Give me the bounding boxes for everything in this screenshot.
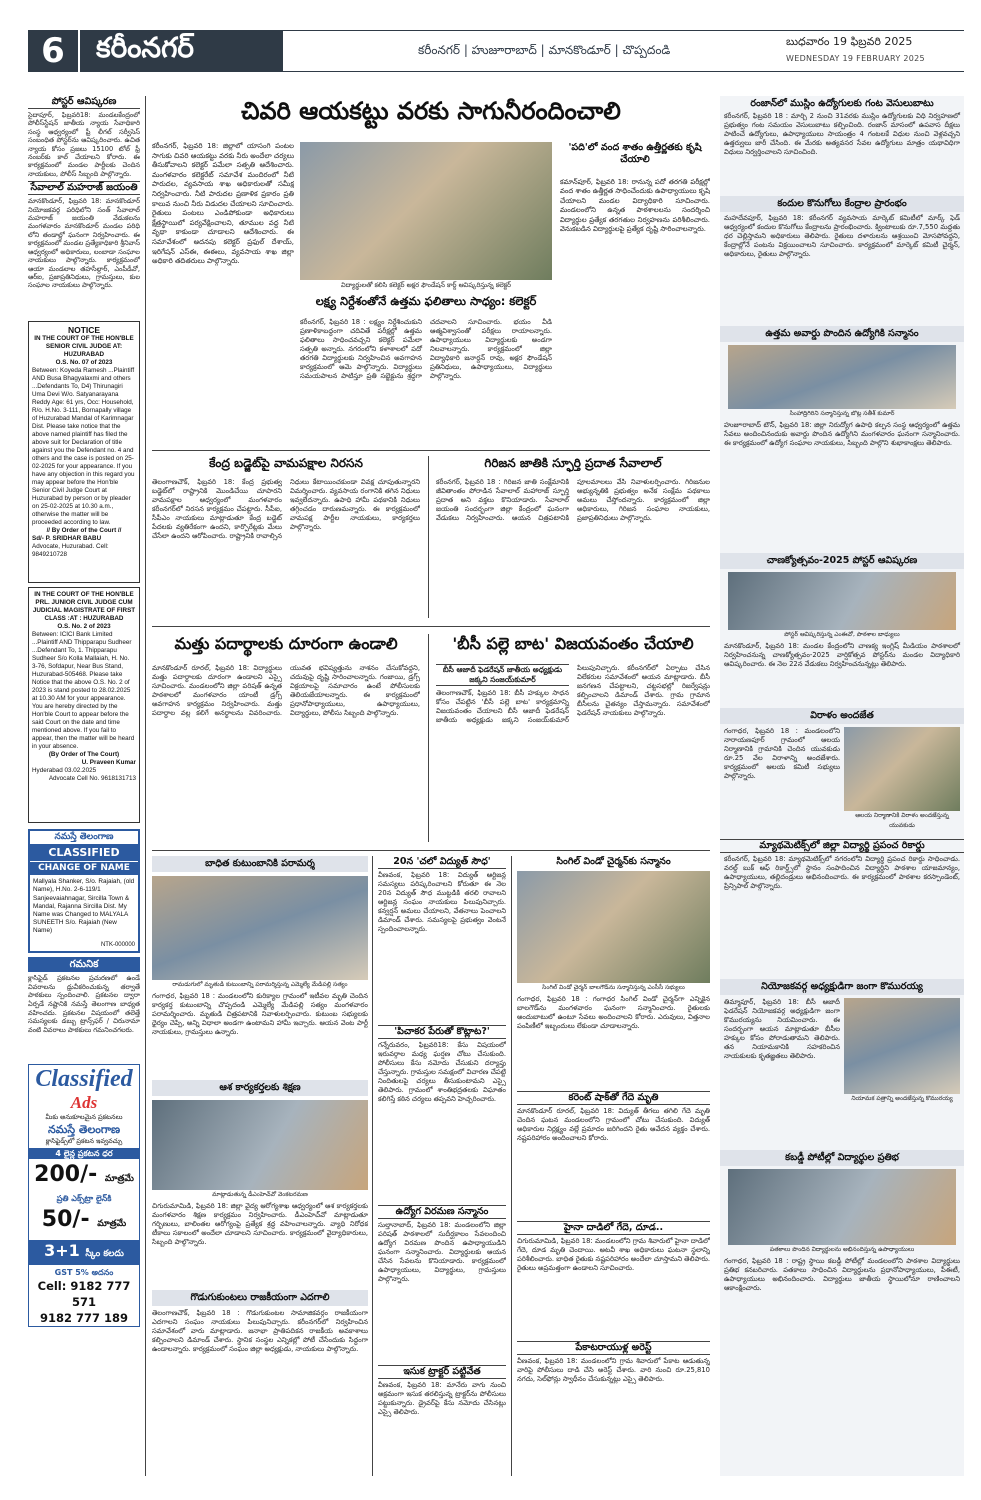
lower-divider-2 (511, 856, 512, 1476)
rc8-body: గంగాధర, ఫిబ్రవరి 18 : రాష్ట్ర స్థాయి కబడ్డీ పోటీల్లో మండలంలోని పాఠశాల విద్యార్థులు ప్రతిభ కనబరిచారు. పతకాలు సాధించిన విద్యార్థులను ప్రధానోపాధ్యాయులు, పీఈటీ, ఉపాధ్యాయులు అభినందించారు. విద్యార్థులు జాతీయ స్థాయిలోనూ రాణించాలని ఆకాంక్షించారు. (724, 1257, 960, 1292)
classified-brand: నమస్తే తెలంగాణ (30, 831, 138, 845)
r4-headline: పేకాటరాయుళ్ల అరెస్ట్ (517, 1341, 710, 1355)
rc7-row (720, 995, 964, 1148)
masthead (28, 30, 964, 72)
ad-offer (29, 1240, 139, 1265)
notice2-advocate: Advocate Cell No. 9618131713 (48, 775, 136, 783)
notice-sign: Sd/- P. SRIDHAR BABU (32, 535, 102, 543)
rc5-caption: ఆలయ నిర్మాణానికి విరాళం అందజేస్తున్న యువకుడు (855, 812, 949, 829)
notice2-place: Hyderabad 03.02.2025 (32, 767, 97, 775)
rc5-body: గంగాధర, ఫిబ్రవరి 18 : మండలంలోని నారాయణపూర్ గ్రామంలో ఆలయ నిర్మాణానికి గ్రామానికి చెందిన యువకుడు రూ.25 వేల విరాళాన్ని అందజేశారు. కార్యక్రమంలో ఆలయ కమిటీ సభ్యులు పాల్గొన్నారు. (724, 727, 840, 780)
rc8-caption: పతకాలు పొందిన విద్యార్థులను అభినందిస్తున్న ఉపాధ్యాయులు (769, 1246, 915, 1253)
date-block (774, 30, 964, 72)
l2-body: చిగురుమామిడి, ఫిబ్రవరి 18: జిల్లా వైద్య ఆరోగ్యశాఖ ఆధ్వర్యంలో ఆశ కార్యకర్తలకు మంగళవారం శిక్షణ కార్యక్రమం నిర్వహించారు. డీఎంహెచ్‌వో మాట్లాడుతూ గర్భిణులు, బాలింతల ఆరోగ్యంపై ప్రత్యేక శ్రద్ధ వహించాలన్నారు. వ్యాధి నిరోధక టీకాలు సకాలంలో అందేలా చూడాలని సూచించారు. కార్యక్రమంలో వైద్యాధికారులు, సిబ్బంది పాల్గొన్నారు. (152, 1202, 368, 1246)
ad-ads-word: Ads (70, 1093, 98, 1113)
m4-subhead: బీసీ ఆజాదీ ఫెడరేషన్ జాతీయ అధ్యక్షుడు జక్కని సంజయ్‌కుమార్ (436, 664, 569, 686)
lead-headline: చివరి ఆయకట్టు వరకు సాగునీరందించాలి (241, 97, 621, 125)
rc1-headline: రంజాన్‌లో ముస్లిం ఉద్యోగులకు గంట వెసులుబాటు (750, 98, 934, 109)
m1-headline-box (152, 456, 420, 476)
section-places: కరీంనగర్ | హుజూరాబాద్ | మానకొండూర్ | చొప్పదండి (283, 30, 774, 72)
l2-caption: మాట్లాడుతున్న డీఎంహెచ్‌వో వెంకటరమణ (152, 1190, 368, 1200)
ad-gst: GST 5% అదనం (54, 1268, 114, 1278)
rc5-band: విరాళం అందజేత (720, 708, 964, 724)
ad-price1 (29, 1161, 139, 1193)
m4-headline-box (436, 634, 710, 660)
classified-head: CLASSIFIED (30, 845, 138, 861)
section-title: కరీంనగర్ (78, 30, 283, 72)
rc1-body: కరీంనగర్, ఫిబ్రవరి 18 : మార్చి 2 నుంచి 31వరకు ముస్లిం ఉద్యోగులకు విధి నిర్వహణలో ప్రభుత్వం గంట సమయం వెసులుబాటు కల్పించింది. రంజాన్ మాసంలో ఉపవాస దీక్షలు పాటించే ఉద్యోగులు, ఉపాధ్యాయులు సాయంత్రం 4 గంటలకే విధుల నుంచి వెళ్లవచ్చని ఉత్తర్వులు జారీ చేసింది. ఈ మేరకు అత్యవసర సేవల ఉద్యోగులు మాత్రం యథావిధిగా విధులు నిర్వర్తించాలని సూచించింది. (724, 112, 960, 156)
mid-row2-bottom-rule (152, 850, 710, 851)
ad-classified-word: Classified (35, 1066, 133, 1093)
notice-order: // By Order of the Court // (46, 527, 122, 535)
r3-body: చిగురుమామిడి, ఫిబ్రవరి 18: మండలంలోని గ్రామ శివారులో హైనా దాడిలో గేదె, దూడ మృతి చెందాయి. అటవీ శాఖ అధికారులు ఘటనా స్థలాన్ని పరిశీలించారు. బాధిత రైతుకు నష్టపరిహారం అందేలా చూస్తామని తెలిపారు. రైతులు అప్రమత్తంగా ఉండాలని సూచించారు. (517, 1237, 710, 1272)
court-notice-2 (28, 587, 140, 823)
ad-price2-unit: మాత్రమే (97, 1219, 127, 1230)
ad-price1-value: 200/- (34, 1162, 98, 1188)
ad-extra: ప్రతి ఎక్స్‌ట్రా లైన్‌కి (56, 1194, 112, 1204)
l1-band: బాధిత కుటుంబానికి పరామర్శ (152, 856, 368, 872)
lead-photo-caption: విద్యార్థులతో కలిసి కలెక్టర్ అక్షర ఫౌండేషన్ కార్డ్ ఆవిష్కరిస్తున్న కలెక్టర్ (300, 280, 552, 291)
rc2-body: మహదేవపూర్, ఫిబ్రవరి 18: కరీంనగర్ వ్యవసాయ మార్కెట్ కమిటీలో మార్క్ ఫెడ్ ఆధ్వర్యంలో కందుల కొనుగోలు కేంద్రాలను ప్రారంభించారు. క్వింటాలుకు రూ.7,550 మద్దతు ధర చెల్లిస్తామని అధికారులు తెలిపారు. రైతులు దళారులను ఆశ్రయించి మోసపోవద్దని, కేంద్రాల్లోనే పంటను విక్రయించాలని సూచించారు. కార్యక్రమంలో మార్కెట్ కమిటీ చైర్మన్, అధికారులు, రైతులు పాల్గొన్నారు. (724, 214, 960, 258)
notice2-court: IN THE COURT OF THE HON'BLE PRL. JUNIOR CIVIL JUDGE CUM JUDICIAL MAGISTRATE OF FIRST CLASS :AT : HUZURABAD (32, 591, 136, 623)
r2-headline: కరెంట్ షాక్‌తో గేదె మృతి (517, 1091, 710, 1105)
left-column (28, 96, 140, 1476)
c1-body: వీణవంక, ఫిబ్రవరి 18: విద్యుత్ ఆర్టిజన్ల సమస్యలు పరిష్కరించాలని కోరుతూ ఈ నెల 20న విద్యుత్ సౌధ ముట్టడికి తరలి రావాలని ఆర్టిజన్ల సంఘం నాయకులు పిలుపునిచ్చారు. కన్వర్షన్ అమలు చేయాలని, వేతనాలు పెంచాలని డిమాండ్ చేశారు. సమస్యలపై ప్రభుత్వం వెంటనే స్పందించాలన్నారు. (378, 871, 506, 933)
change-of-name-title: CHANGE OF NAME (30, 861, 138, 875)
page-number: 6 (28, 30, 78, 72)
c4-headline: ఇసుక ట్రాక్టర్ పట్టివేత (378, 1365, 506, 1379)
rc8-band: కబడ్డీ పోటీల్లో విద్యార్థుల ప్రతిభ (720, 1150, 964, 1166)
rc4-body: మానకొండూర్, ఫిబ్రవరి 18: మండల కేంద్రంలోని చాణక్య ఇంగ్లిష్ మీడియం పాఠశాలలో నిర్వహించనున్న చాణక్యోత్సవం-2025 వార్షికోత్సవ పోస్టర్‌ను మండల విద్యాధికారి ఆవిష్కరించారు. ఈ నెల 22న వేడుకలు నిర్వహించనున్నట్లు తెలిపారు. (724, 642, 960, 668)
rc3-body: హుజూరాబాద్ టౌన్, ఫిబ్రవరి 18: జిల్లా నిరుద్యోగ ఉపాధి కల్పన సంస్థ ఆధ్వర్యంలో ఉత్తమ సేవలు అందించినందుకు అవార్డు పొందిన ఉద్యోగిని మంగళవారం ఘనంగా సన్మానించారు. ఈ కార్యక్రమంలో ఉద్యోగ సంఘాల నాయకులు, సిబ్బంది పాల్గొని శుభాకాంక్షలు తెలిపారు. (724, 421, 960, 447)
ad-cell1: Cell: 9182 777 571 (37, 1279, 131, 1310)
r-body: గంగాధర, ఫిబ్రవరి 18 : గంగాధర సింగిల్ విండో చైర్మన్‌గా ఎన్నికైన బాలగౌడ్‌ను మంగళవారం ఘనంగా సన్మానించారు. రైతులకు అందుబాటులో ఉంటూ సేవలు అందించాలని కోరారు. ఎరువులు, విత్తనాల పంపిణీలో ఇబ్బందులు లేకుండా చూడాలన్నారు. (517, 995, 710, 1030)
c4-body: వీణవంక, ఫిబ్రవరి 18: మానేరు వాగు నుంచి అక్రమంగా ఇసుక తరలిస్తున్న ట్రాక్టర్‌ను పోలీసులు పట్టుకున్నారు. డ్రైవర్‌పై కేసు నమోదు చేసినట్లు ఎస్సై తెలిపారు. (378, 1381, 506, 1416)
r-headline: సింగిల్ విండో చైర్మన్‌కు సన్మానం (556, 856, 671, 867)
rc7-photo-wrap (844, 998, 960, 1148)
rc3-photo (728, 345, 956, 409)
lead-side-headline: 'పది'లో వంద శాతం ఉత్తీర్ణతకు కృషి చేయాలి (568, 142, 702, 165)
rc5-row (720, 724, 964, 837)
lead-bottom-rule (152, 450, 710, 451)
ad-line1: మీకు అనుకూలమైన ప్రకటనలు (45, 1113, 123, 1122)
c2-body: గన్నేరువరం, ఫిబ్రవరి18: కేసు విషయంలో ఇరువర్గాల మధ్య ఘర్షణ చోటు చేసుకుంది. పోలీసులు కేసు నమోదు చేసుకుని దర్యాప్తు చేస్తున్నారు. గ్రామస్తుల సమక్షంలో విచారణ చేపట్టి నిందితులపై చర్యలు తీసుకుంటామని ఎస్సై తెలిపారు. గ్రామంలో శాంతిభద్రతలకు విఘాతం కలిగిస్తే కఠిన చర్యలు తప్పవని హెచ్చరించారు. (378, 1041, 506, 1103)
l2-photo (152, 1100, 368, 1190)
lead-side-body: కమాన్‌పూర్, ఫిబ్రవరి 18: రానున్న పదో తరగతి పరీక్షల్లో వంద శాతం ఉత్తీర్ణత సాధించేందుకు ఉపాధ్యాయులు కృషి చేయాలని మండల విద్యాధికారి సూచించారు. మండలంలోని ఉన్నత పాఠశాలలను సందర్శించి విద్యార్థుల ప్రత్యేక తరగతుల నిర్వహణను పరిశీలించారు. వెనుకబడిన విద్యార్థులపై ప్రత్యేక దృష్టి సారించాలన్నారు. (560, 178, 710, 234)
lead-sub-body: కరీంనగర్, ఫిబ్రవరి 18 : లక్ష్యం నిర్దేశించుకుని ప్రణాళికాబద్ధంగా చదివితే పరీక్షల్లో ఉత్తమ ఫలితాలు సాధించవచ్చని కలెక్టర్ పమేలా సత్పతి అన్నారు. నగరంలోని కళాశాలలో పదో తరగతి విద్యార్థులకు నిర్వహించిన అవగాహన కార్యక్రమంలో ఆమె పాల్గొన్నారు. విద్యార్థులు సమయపాలన పాటిస్తూ ప్రతి సబ్జెక్టును శ్రద్ధగా చదవాలని సూచించారు. భయం వీడి ఆత్మవిశ్వాసంతో పరీక్షలు రాయాలన్నారు. ఉపాధ్యాయులు విద్యార్థులకు అండగా నిలవాలన్నారు. కార్యక్రమంలో జిల్లా విద్యాధికారి జనార్దన్ రావు, అక్షర ఫౌండేషన్ ప్రతినిధులు, ఉపాధ్యాయులు, విద్యార్థులు పాల్గొన్నారు. (300, 318, 552, 380)
ad-price2 (29, 1206, 139, 1238)
mid-row1-divider (428, 456, 429, 618)
rc3-band: ఉత్తమ అవార్డు పొందిన ఉద్యోగికి సన్మానం (720, 326, 964, 342)
change-of-name-code: NTK-000000 (100, 942, 135, 949)
rc7-body: తిమ్మాపూర్, ఫిబ్రవరి 18: బీసీ ఆజాదీ ఫెడరేషన్ నియోజకవర్గ అధ్యక్షుడిగా జంగా కొమురయ్యను నియమించారు. ఈ సందర్భంగా ఆయన మాట్లాడుతూ బీసీల హక్కుల కోసం పోరాడుతామని తెలిపారు. తన నియామకానికి సహకరించిన నాయకులకు కృతజ్ఞతలు తెలిపారు. (724, 998, 840, 1060)
gamanika-body: క్లాసిఫైడ్ ప్రకటనల ప్రచురణలో ఉండే వివరాలను ధ్రువీకరించుకున్న తర్వాతే పాఠకులు స్పందించాలి. ప్రకటనల ద్వారా ఏర్పడే నష్టానికి నమస్తే తెలంగాణ బాధ్యత వహించదు. ప్రకటనల విషయంలో తలెత్తే సమస్యలకు డబ్బు ట్రాన్స్‌ఫర్ / చిరునామా వంటి వివరాలు పాఠకులు గమనించగలరు. (28, 974, 140, 1034)
brief-poster-title: పోస్టర్ ఆవిష్కరణ (28, 96, 140, 109)
rc8-photo (728, 1169, 956, 1245)
notice2-os: O.S. No. 2 of 2023 (57, 623, 111, 631)
lead-sub-headline-box (300, 294, 552, 316)
r-photo (517, 871, 710, 983)
l1-photo (152, 876, 368, 980)
mid-row2-divider (428, 634, 429, 842)
lead-headline-box (152, 96, 710, 136)
m1-headline: కేంద్ర బడ్జెట్‌పై వామపక్షాల నిరసన (209, 456, 363, 470)
l2-band: ఆశ కార్యకర్తలకు శిక్షణ (152, 1080, 368, 1096)
m3-headline-box (152, 634, 420, 660)
r2-body: మానకొండూర్ రూరల్, ఫిబ్రవరి 18: విద్యుత్ తీగలు తగిలి గేదె మృతి చెందిన ఘటన మండలంలోని గ్రామంలో చోటు చేసుకుంది. విద్యుత్ అధికారుల నిర్లక్ష్యం వల్లే ప్రమాదం జరిగిందని రైతు ఆవేదన వ్యక్తం చేశారు. నష్టపరిహారం అందించాలని కోరారు. (517, 1107, 710, 1142)
notice2-body: Between: ICICI Bank Limited ...Plaintiff AND Thipparapu Sudheer ...Defendant To, 1. Thipparapu Sudheer S/o Kolla Mallaiah, H. No. 3-76, Sofdapur, Near Bus Stand, Huzurabad-505468. Please take Notice that the above O.S. No. 2 of 2023 is stand posted to 28.02.2025 at 10.30 AM for your appearance. You are hereby directed by the Hon'ble Court to appear before the said Court on the date and time mentioned above. If you fail to appear, then the matter will be heard in your absence. (32, 631, 135, 751)
lead-photo (300, 142, 552, 280)
l3-band: గొడుగుకుంటలు రాజకీయంగా ఎదగాలి (152, 1290, 368, 1306)
brief-sevalal-body: మానకొండూర్, ఫిబ్రవరి 18: మానకొండూర్ నియోజకవర్గ పరిధిలోని సంత్ సేవాలాల్ మహరాజ్ జయంతి వేడుకలను మంగళవారం మానకొండూర్ మండల పరిధి లోని తండాల్లో ఘనంగా నిర్వహించారు. ఈ కార్యక్రమంలో మండల ప్రత్యేకాధికారి శ్రీనివాస్ ఆధ్వర్యంలో అధికారులు, లంబాడా సంఘాల నాయకులు పాల్గొన్నారు. కార్యక్రమంలో ఆయా మండలాల తహసీల్దార్, ఎంపీడీవో, ఆర్‌ఐ, ప్రజాప్రతినిధులు, గ్రామస్తులు, కుల సంఘాల నాయకులు పాల్గొన్నారు. (28, 197, 140, 290)
rc5-photo (844, 727, 960, 811)
rc4-photo (728, 572, 956, 630)
court-notice-1 (28, 321, 140, 583)
l3-body: తెలంగాణచౌక్, ఫిబ్రవరి 18 : గొడుగుకుంటల సామాజికవర్గం రాజకీయంగా ఎదగాలని సంఘం నాయకులు పిలుపునిచ్చారు. కరీంనగర్‌లో నిర్వహించిన సమావేశంలో వారు మాట్లాడారు. జనాభా ప్రాతిపదికన రాజకీయ అవకాశాలు కల్పించాలని డిమాండ్ చేశారు. స్థానిక సంస్థల ఎన్నికల్లో పోటీ చేసేందుకు సిద్ధంగా ఉండాలన్నారు. కార్యక్రమంలో సంఘం జిల్లా అధ్యక్షుడు, నాయకులు పాల్గొన్నారు. (152, 1309, 368, 1353)
c2-headline: 'పిచాకర పేరుతో కొట్లాట?' (378, 1025, 506, 1039)
brief-sevalal-title: సేవాలాల్ మహరాజ్ జయంతి (28, 181, 140, 195)
notice-court: IN THE COURT OF THE HON'BLE SENIOR CIVIL JUDGE AT: HUZURABAD (34, 335, 134, 359)
r-caption: సింగిల్ విండో చైర్మన్ బాలగౌడ్‌ను సన్మానిస్తున్న ఎంసీసీ సభ్యులు (517, 983, 710, 993)
left-column-divider (145, 96, 146, 1476)
lead-body-col1: కరీంనగర్, ఫిబ్రవరి 18: జిల్లాలో యాసంగి పంటల సాగుకు చివరి ఆయకట్టు వరకు నీరు అందేలా చర్యలు తీసుకోవాలని కలెక్టర్ పమేలా సత్పతి ఆదేశించారు. మంగళవారం కలెక్టరేట్ సమావేశ మందిరంలో నీటి పారుదల, వ్యవసాయ శాఖ అధికారులతో సమీక్ష నిర్వహించారు. నీటి పారుదల ప్రణాళిక ప్రకారం ప్రతి కాలువ నుంచి నీరు విడుదల చేయాలని సూచించారు. రైతులు పంటలు ఎండిపోకుండా అధికారులు క్షేత్రస్థాయిలో పర్యవేక్షించాలని, తూముల వద్ద నీటి వృథా కాకుండా చూడాలని ఆదేశించారు. ఈ సమావేశంలో అదనపు కలెక్టర్ ప్రఫుల్ దేశాయ్, ఇరిగేషన్ ఎస్‌ఈ, ఈఈలు, వ్యవసాయ శాఖ జిల్లా అధికారి తదితరులు పాల్గొన్నారు. (152, 142, 294, 266)
lead-sub-headline: లక్ష్య నిర్దేశంతోనే ఉత్తమ ఫలితాలు సాధ్యం: కలెక్టర్ (315, 294, 537, 308)
ad-offer-value: 3+1 (44, 1241, 80, 1261)
change-of-name-body: Mallyala Shanker, S/o. Rajaiah, (old Name), H.No. 2-6-119/1 Sanjeevaiahnagar, Sircilla Town & Mandal, Rajanna Sircilla Dist. My Name was Changed to MALYALA SUNEETH S/o. Rajaiah (New Name) (33, 878, 135, 935)
right-column (720, 96, 964, 1476)
notice-title: NOTICE (67, 325, 101, 336)
c3-body: సుల్తానాబాద్, ఫిబ్రవరి 18: మండలంలోని జిల్లా పరిషత్ పాఠశాలలో సుదీర్ఘకాలం సేవలందించి ఉద్యోగ విరమణ పొందిన ఉపాధ్యాయుడిని ఘనంగా సన్మానించారు. విద్యార్థులకు ఆయన చేసిన సేవలను కొనియాడారు. కార్యక్రమంలో ఉపాధ్యాయులు, విద్యార్థులు, గ్రామస్తులు పాల్గొన్నారు. (378, 1221, 506, 1283)
l1-caption: రామడుగులో మృతుడి కుటుంబాన్ని పరామర్శిస్తున్న ఎమ్మెల్యే మేడిపల్లి సత్యం (152, 980, 368, 990)
date-english: WEDNESDAY 19 FEBRUARY 2025 (786, 54, 925, 63)
lead-photo-block (300, 142, 552, 292)
notice-advocate: Advocate, Huzurabad. Cell: 9849210728 (32, 543, 109, 559)
ad-price2-value: 50/- (41, 1207, 90, 1233)
lower-center-column (378, 856, 506, 1476)
rc2-band: కందుల కొనుగోలు కేంద్రాల ప్రారంభం (720, 196, 964, 212)
m1-body: తెలంగాణచౌక్, ఫిబ్రవరి 18: కేంద్ర ప్రభుత్వ బడ్జెట్‌లో రాష్ట్రానికి మొండిచేయి చూపారని వామపక్షాల ఆధ్వర్యంలో మంగళవారం కరీంనగర్‌లో నిరసన కార్యక్రమం చేపట్టారు. సీపీఐ, సీపీఎం నాయకులు మాట్లాడుతూ కేంద్ర బడ్జెట్ పేదలకు వ్యతిరేకంగా ఉందని, కార్పొరేట్లకు మేలు చేసేలా ఉందని ఆరోపించారు. రాష్ట్రానికి రావాల్సిన నిధులు కేటాయించకుండా వివక్ష చూపుతున్నారని విమర్శించారు. వ్యవసాయ రంగానికి తగిన నిధులు ఇవ్వలేదన్నారు. ఉపాధి హామీ పథకానికి నిధులు తగ్గించడం దారుణమన్నారు. ఈ కార్యక్రమంలో వామపక్ష పార్టీల నాయకులు, కార్యకర్తలు పాల్గొన్నారు. (152, 478, 420, 540)
rc6-body: కరీంనగర్, ఫిబ్రవరి 18: మ్యాథమెటిక్స్‌లో నగరంలోని విద్యార్థి ప్రపంచ రికార్డు సాధించాడు. వరల్డ్ బుక్ ఆఫ్ రికార్డ్స్‌లో స్థానం సంపాదించిన విద్యార్థిని పాఠశాల యాజమాన్యం, ఉపాధ్యాయులు, తల్లిదండ్రులు అభినందించారు. ఈ కార్యక్రమంలో పాఠశాల కరస్పాండెంట్, ప్రిన్సిపాల్ పాల్గొన్నారు. (724, 855, 960, 890)
classified-box (28, 829, 140, 953)
m4-headline: 'బీసీ పల్లె బాట' విజయవంతం చేయాలి (452, 634, 694, 653)
c3-headline: ఉద్యోగ విరమణ సన్మానం (378, 1205, 506, 1219)
m3-body: మానకొండూర్ రూరల్, ఫిబ్రవరి 18: విద్యార్థులు మత్తు పదార్థాలకు దూరంగా ఉండాలని ఎస్సై సూచించారు. మండలంలోని జిల్లా పరిషత్ ఉన్నత పాఠశాలలో మంగళవారం యాంటీ డ్రగ్స్ అవగాహన కార్యక్రమం నిర్వహించారు. మత్తు పదార్థాల వల్ల కలిగే అనర్థాలను వివరించారు. యువత భవిష్యత్తును నాశనం చేసుకోవద్దని, చదువుపై దృష్టి సారించాలన్నారు. గంజాయి, డ్రగ్స్ విక్రయాలపై సమాచారం ఉంటే పోలీసులకు తెలియజేయాలన్నారు. ఈ కార్యక్రమంలో ప్రధానోపాధ్యాయులు, ఉపాధ్యాయులు, విద్యార్థులు, పోలీసు సిబ్బంది పాల్గొన్నారు. (152, 664, 420, 717)
notice-body: Between: Koyeda Ramesh ...Plaintiff AND Busa Bhagyalaxmi and others ...Defendants To, D4) Thirunagiri Uma Devi W/o. Satyanarayana Reddy Age: 61 yrs, Occ: Household, R/o. H.No. 3-111, Bornapally village of Huzurabad Mandal of Karimnagar Dist. Please take notice that the above named plaintiff has filed the above suit for Declaration of title against you the Defendant no. 4 and others and the case is posted on 25-02-2025 for your appearance. If you have any objection in this regard you may appear before the Hon'ble Senior Civil Judge Court at Huzurabad by person or by pleader on 25-02-2025 at 10.30 a.m., otherwise the matter will be proceeded according to law. (32, 367, 135, 527)
m2-body: కరీంనగర్, ఫిబ్రవరి 18 : గిరిజన జాతి సంక్షేమానికి జీవితాంతం పోరాడిన సేవాలాల్ మహారాజ్ స్ఫూర్తి ప్రదాత అని వక్తలు కొనియాడారు. సేవాలాల్ జయంతి సందర్భంగా జిల్లా కేంద్రంలో ఘనంగా వేడుకలు నిర్వహించారు. ఆయన చిత్రపటానికి పూలమాలలు వేసి నివాళులర్పించారు. గిరిజనుల అభ్యున్నతికి ప్రభుత్వం అనేక సంక్షేమ పథకాలు అమలు చేస్తోందన్నారు. కార్యక్రమంలో జిల్లా అధికారులు, గిరిజన సంఘాల నాయకులు, ప్రజాప్రతినిధులు పాల్గొన్నారు. (436, 478, 710, 522)
date-telugu: బుధవారం 19 ఫిబ్రవరి 2025 (786, 35, 913, 48)
m3-headline: మత్తు పదార్థాలకు దూరంగా ఉండాలి (174, 634, 398, 653)
notice2-sign: U. Praveen Kumar (81, 759, 136, 767)
rc4-caption: పోస్టర్ ఆవిష్కరిస్తున్న ఎంఈవో, పాఠశాల బాధ్యులు (784, 631, 900, 638)
lower-right-column (517, 856, 710, 1476)
lead-side-headline-box (560, 142, 710, 176)
m2-headline-box (436, 456, 710, 476)
m2-headline: గిరిజన జాతికి స్ఫూర్తి ప్రదాత సేవాలాల్ (484, 456, 662, 470)
ad-line3: క్లాసిఫైడ్స్‌లో ప్రకటన ఇవ్వవచ్చు (45, 1137, 123, 1146)
ad-line2: నమస్తే తెలంగాణ (47, 1123, 121, 1137)
classified-ad (28, 1064, 140, 1327)
gamanika-title: గమనిక (28, 957, 140, 972)
mid-row1-bottom-rule (152, 626, 710, 627)
rc6-headline: మ్యాథమెటిక్స్‌లో జిల్లా విద్యార్థి ప్రపంచ రికార్డు (720, 839, 964, 853)
lower-left-column (152, 856, 368, 1476)
ad-lines-note: 4 లైన్ల ప్రకటన ధర (29, 1148, 139, 1159)
rc4-band: చాణక్యోత్సవం-2025 పోస్టర్ ఆవిష్కరణ (720, 553, 964, 569)
rc7-caption: నియామక పత్రాన్ని అందజేస్తున్న కొమురయ్య (851, 1095, 953, 1102)
lower-divider-1 (372, 856, 373, 1476)
ad-price1-unit: మాత్రమే (104, 1174, 134, 1185)
ad-cell2: 9182 777 189 (39, 1311, 129, 1326)
rc7-band: నియోజకవర్గ అధ్యక్షుడిగా జంగా కొమురయ్య (720, 979, 964, 995)
rc3-caption: సింహాద్రిగిరిని సన్మానిస్తున్న బొట్ల సతీశ్ కుమార్ (789, 410, 895, 417)
ad-offer-note: స్కీం కలదు (85, 1249, 124, 1260)
r3-headline: హైనా దాడిలో గేదె, దూడ.. (517, 1221, 710, 1235)
brief-poster-body: సైదాపూర్, ఫిబ్రవరి18: మండలకేంద్రంలో పోలీస్‌స్టేషన్ జాతీయ న్యాయ సేవాధికారి సంస్థ ఆధ్వర్యంలో ఫ్రీ లీగల్ సర్వీసెస్ సంబంధిత పోస్టర్‌ను ఆవిష్కరించారు. ఉచిత న్యాయ కోసం ప్రజలు 15100 టోల్ ఫ్రీ నంబర్‌కు కాల్ చేయాలని కోరారు. ఈ కార్యక్రమంలో మండల పార్టీలకు చెందిన నాయకులు, పోలీస్ సిబ్బంది పాల్గొన్నారు. (28, 111, 140, 178)
r4-body: వీణవంక, ఫిబ్రవరి 18: మండలంలోని గ్రామ శివారులో పేకాట ఆడుతున్న వారిపై పోలీసులు దాడి చేసి అరెస్ట్ చేశారు. వారి నుంచి రూ.25,810 నగదు, సెల్‌ఫోన్లు స్వాధీనం చేసుకున్నట్లు ఎస్సై తెలిపారు. (517, 1357, 710, 1383)
rc7-photo (844, 998, 960, 1094)
m4-text (436, 664, 710, 842)
m4-body: తెలంగాణచౌక్, ఫిబ్రవరి 18: బీసీ హక్కుల సాధన కోసం చేపట్టిన 'బీసీ పల్లె బాట' కార్యక్రమాన్ని విజయవంతం చేయాలని బీసీ ఆజాదీ ఫెడరేషన్ జాతీయ అధ్యక్షుడు జక్కని సంజయ్‌కుమార్ పిలుపునిచ్చారు. కరీంనగర్‌లో ఏర్పాటు చేసిన విలేకరుల సమావేశంలో ఆయన మాట్లాడారు. బీసీ జనగణన చేపట్టాలని, చట్టసభల్లో రిజర్వేషన్లు కల్పించాలని డిమాండ్ చేశారు. గ్రామ గ్రామాన బీసీలను చైతన్యం చేస్తామన్నారు. సమావేశంలో ఫెడరేషన్ నాయకులు పాల్గొన్నారు. (436, 664, 710, 724)
c1-headline: 20న 'చలో విద్యుత్ సౌధ' (378, 856, 506, 869)
rc5-photo-wrap (844, 727, 960, 837)
l1-body: గంగాధర, ఫిబ్రవరి 18 : మండలంలోని కురిక్యాల గ్రామంలో ఇటీవల మృతి చెందిన కార్యకర్త కుటుంబాన్ని చొప్పదండి ఎమ్మెల్యే మేడిపల్లి సత్యం మంగళవారం పరామర్శించారు. మృతుడి చిత్రపటానికి నివాళులర్పించారు. కుటుంబ సభ్యులకు ధైర్యం చెప్పి, అన్ని విధాలా అండగా ఉంటామని హామీ ఇచ్చారు. ఆయన వెంట పార్టీ నాయకులు, గ్రామస్తులు ఉన్నారు. (152, 992, 368, 1036)
notice-os: O.S. No. 07 of 2023 (55, 359, 113, 367)
notice2-order: (By Order of The Court) (48, 751, 120, 759)
